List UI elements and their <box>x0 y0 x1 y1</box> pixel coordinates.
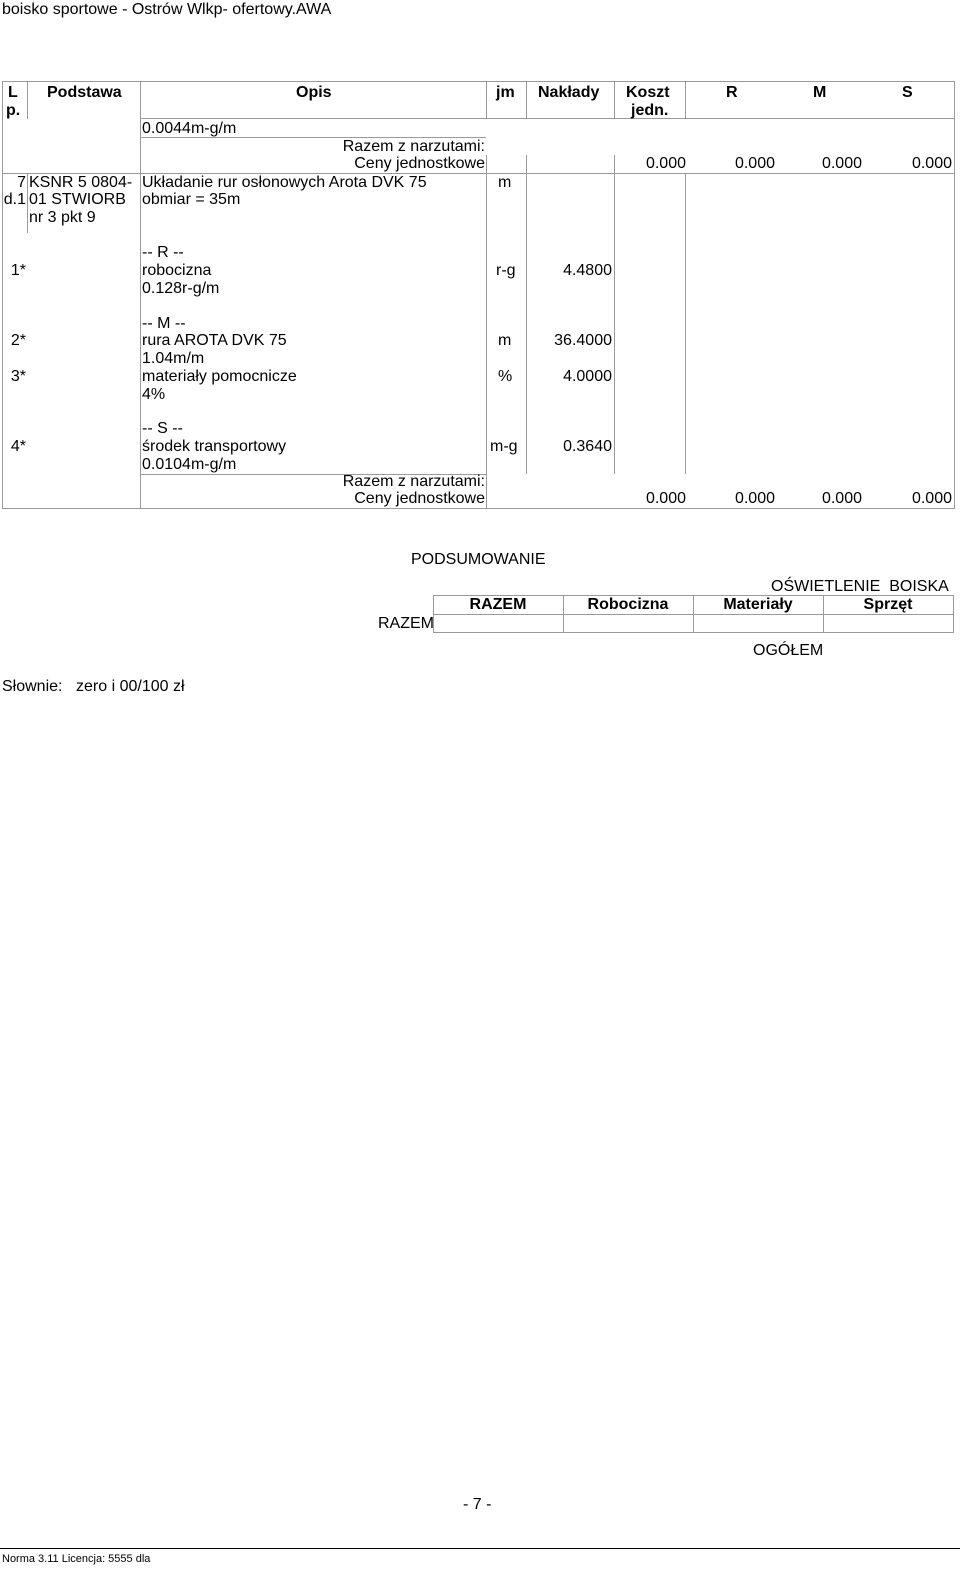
summary-col-sprzet: Sprzęt <box>863 596 913 613</box>
resource-4-amount: 0.3640 <box>563 438 612 455</box>
totals-ceny-label: Ceny jednostkowe <box>354 490 485 507</box>
col-border <box>685 173 686 474</box>
header-r: R <box>726 84 738 101</box>
position-lp-2: d.1 <box>3 191 26 208</box>
header-opis: Opis <box>296 84 332 101</box>
totals-value-m: 0.000 <box>821 490 862 507</box>
position-unit: m <box>498 174 512 191</box>
resource-4-num: 4* <box>10 438 26 455</box>
col-border <box>954 81 955 509</box>
totals-value-koszt: 0.000 <box>645 490 686 507</box>
header-lp: L <box>8 84 18 101</box>
resource-2-name: rura AROTA DVK 75 <box>142 332 287 349</box>
col-border <box>614 155 615 474</box>
prev-razem-label: Razem z narzutami: <box>342 138 485 155</box>
resource-3-norm: 4% <box>142 386 166 403</box>
resource-1-amount: 4.4800 <box>563 262 612 279</box>
document-title: boisko sportowe - Ostrów Wlkp- ofertowy.AWA <box>2 1 332 18</box>
slownie-label: Słownie: <box>2 678 63 695</box>
totals-razem-label: Razem z narzutami: <box>342 473 485 490</box>
resource-1-num: 1* <box>10 262 26 279</box>
prev-value-m: 0.000 <box>821 155 862 172</box>
col-border <box>526 155 527 474</box>
resource-1-name: robocizna <box>142 262 212 279</box>
col-border <box>140 81 141 509</box>
summary-col-razem: RAZEM <box>469 596 527 613</box>
col-border <box>685 81 686 119</box>
header-koszt-jedn: jedn. <box>631 102 669 119</box>
resource-1-unit: r-g <box>496 262 516 279</box>
col-border <box>526 81 527 119</box>
position-basis-1: KSNR 5 0804- <box>29 174 133 191</box>
header-bottom-border <box>140 118 954 119</box>
resource-2-amount: 36.4000 <box>554 332 612 349</box>
col-border <box>27 173 28 233</box>
resource-3-name: materiały pomocnicze <box>142 368 297 385</box>
prev-value-koszt: 0.000 <box>645 155 686 172</box>
resource-1-norm: 0.128r-g/m <box>142 280 220 297</box>
summary-col-border <box>953 595 954 633</box>
position-lp: 7 <box>17 174 26 191</box>
col-border <box>27 81 28 119</box>
page-number: - 7 - <box>463 1496 492 1513</box>
summary-section: OŚWIETLENIE BOISKA <box>771 578 949 595</box>
position-description: Układanie rur osłonowych Arota DVK 75 <box>142 174 427 191</box>
col-border <box>614 81 615 119</box>
summary-ogolem: OGÓŁEM <box>753 642 824 659</box>
header-s: S <box>902 84 913 101</box>
resource-r-header: -- R -- <box>142 244 184 261</box>
summary-title: PODSUMOWANIE <box>411 551 546 568</box>
col-border <box>486 81 487 119</box>
position-basis-2: 01 STWIORB <box>29 191 126 208</box>
table-top-border <box>2 81 954 82</box>
resource-2-norm: 1.04m/m <box>142 350 205 367</box>
resource-s-header: -- S -- <box>142 420 183 437</box>
header-jm: jm <box>496 84 515 101</box>
prev-ceny-label: Ceny jednostkowe <box>354 155 485 172</box>
prev-value-s: 0.000 <box>911 155 952 172</box>
resource-3-num: 3* <box>10 368 26 385</box>
resource-2-num: 2* <box>10 332 26 349</box>
resource-4-name: środek transportowy <box>142 438 287 455</box>
resource-3-amount: 4.0000 <box>563 368 612 385</box>
resource-m-header: -- M -- <box>142 315 186 332</box>
prev-norm-line: 0.0044m-g/m <box>142 120 237 137</box>
col-border <box>486 155 487 509</box>
resource-4-norm: 0.0104m-g/m <box>142 456 237 473</box>
resource-4-unit: m-g <box>490 438 518 455</box>
footer-license: Norma 3.11 Licencja: 5555 dla <box>2 1553 151 1565</box>
header-lp-2: p. <box>6 102 21 119</box>
resource-2-unit: m <box>498 332 512 349</box>
summary-col-materialy: Materiały <box>723 596 793 613</box>
header-podstawa: Podstawa <box>47 84 122 101</box>
totals-value-r: 0.000 <box>734 490 775 507</box>
footer-rule <box>0 1548 960 1549</box>
header-naklady: Nakłady <box>538 84 600 101</box>
summary-row-label: RAZEM <box>378 615 434 632</box>
header-m: M <box>813 84 827 101</box>
totals-value-s: 0.000 <box>911 490 952 507</box>
summary-col-robocizna: Robocizna <box>587 596 669 613</box>
prev-value-r: 0.000 <box>734 155 775 172</box>
position-basis-3: nr 3 pkt 9 <box>29 209 96 226</box>
header-koszt: Koszt <box>626 84 670 101</box>
table-bottom-border <box>2 508 954 509</box>
slownie-value: zero i 00/100 zł <box>76 678 185 695</box>
position-obmiar: obmiar = 35m <box>142 191 241 208</box>
resource-3-unit: % <box>498 368 513 385</box>
